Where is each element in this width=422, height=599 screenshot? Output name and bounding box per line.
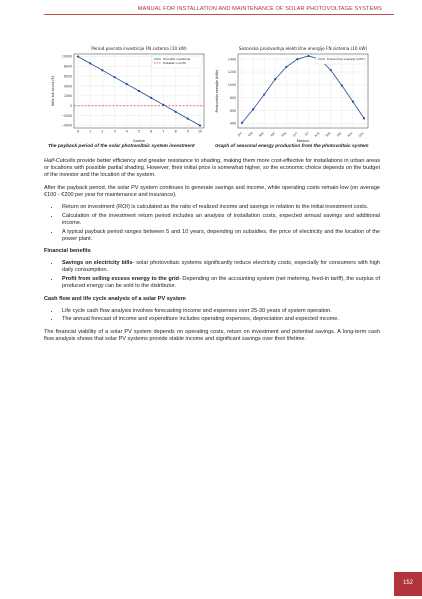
- benefits-list: [44, 260, 380, 290]
- data-point: [126, 83, 128, 85]
- cash-flow-list: [44, 308, 380, 324]
- page-number-badge: [394, 572, 422, 596]
- y-tick-label: 10000: [61, 54, 72, 59]
- y-tick-label: 1200: [227, 70, 236, 75]
- data-point: [363, 117, 365, 119]
- x-tick-label: Dec: [357, 130, 365, 138]
- paragraph-half-cut-text: cells provide better efficiency and greater resistance to shading, making them more cost-effective for installations in urban areas or locations with possible partial shading. However, their initial price is somewhat higher, so the economic choice depends on the budget of the investor and the location of the system.: [44, 158, 380, 179]
- page-number: 152: [402, 580, 413, 586]
- benefit-title: Savings on electricity bills: [62, 260, 133, 267]
- data-point: [89, 62, 91, 64]
- x-tick-label: 5: [137, 129, 141, 134]
- payback-chart: [48, 44, 210, 144]
- x-tick-label: Sep: [324, 130, 332, 138]
- data-point: [352, 101, 354, 103]
- y-tick-label: −4000: [61, 123, 72, 128]
- data-point: [187, 118, 189, 120]
- y-tick-label: 8000: [63, 64, 72, 69]
- x-tick-label: Jun: [292, 130, 299, 138]
- header-rule: [44, 14, 394, 15]
- list-item: • Return on investment (ROI) is calculated as the ratio of realized income and savings in relation to the initial investment costs.: [60, 204, 380, 211]
- list-item: [60, 276, 380, 290]
- x-tick-label: Mar: [258, 130, 265, 138]
- list-item: • The annual forecast of income and expenditure includes operating expenses, depreciation and expected income.: [60, 316, 380, 323]
- x-axis-label: Godine: [132, 139, 146, 143]
- y-axis-label: Neto tok novca (€): [51, 76, 55, 106]
- caption-payback: The payback period of the solar photovoltaic system investment: [48, 144, 195, 149]
- legend-label: Proizvodnja energije (kWh): [327, 57, 365, 61]
- data-point: [263, 93, 265, 95]
- y-tick-label: 1000: [227, 83, 236, 88]
- data-point: [296, 58, 298, 60]
- list-item: • A typical payback period ranges between 5 and 10 years, depending on subsidies, the price of electricity and the location of the power plant.: [60, 229, 380, 243]
- heading-cash-flow: Cash flow and life cycle analysis of a solar PV system: [44, 295, 186, 302]
- main-text: [44, 158, 380, 348]
- x-tick-label: Jan: [236, 130, 243, 137]
- paragraph-after-payback: After the payback period, the solar PV system continues to generate savings and income, while operating costs remain low (on average €100 - €200 per year for maintenance and insurance).: [44, 184, 380, 198]
- page-header: [0, 0, 422, 28]
- y-tick-label: 400: [229, 121, 236, 126]
- list-item: • Calculation of the investment return period includes an analysis of installation costs, expected annual savings and additional income.: [60, 213, 380, 227]
- plot-frame: [238, 54, 368, 128]
- x-tick-label: 3: [113, 129, 116, 134]
- x-tick-label: Aug: [313, 130, 321, 138]
- data-point: [138, 90, 140, 92]
- data-point: [101, 69, 103, 71]
- legend-label: Povratak investicija: [163, 57, 191, 61]
- y-tick-label: 1400: [227, 57, 236, 62]
- y-axis-label: Proizvodnja energije (kWh): [215, 69, 219, 113]
- roi-list: [44, 204, 380, 243]
- list-item: • Life cycle cash flow analysis involves forecasting income and expenses over 25-30 years of system operation.: [60, 308, 380, 315]
- heading-financial-benefits: Financial benefits: [44, 248, 91, 255]
- figures-row: [48, 44, 374, 160]
- paragraph-half-cut: [44, 158, 380, 180]
- x-tick-label: 0: [76, 129, 80, 134]
- benefit-text: - solar photovoltaic systems significantly reduce electricity costs, especially for consumers with high daily consumption.: [62, 260, 381, 274]
- x-tick-label: Maj: [280, 130, 288, 138]
- x-tick-label: 1: [89, 129, 92, 134]
- y-tick-label: 2000: [63, 94, 72, 99]
- x-axis-label: Mjeseci: [296, 139, 310, 143]
- seasonal-chart-figure: [212, 44, 374, 149]
- data-point: [252, 108, 254, 110]
- data-point: [241, 122, 243, 124]
- x-tick-label: Feb: [247, 130, 254, 138]
- chart-title: Period povrata investicije FN sistema (10 kW): [91, 46, 187, 51]
- data-point: [341, 84, 343, 86]
- x-tick-label: Apr: [269, 130, 276, 138]
- x-tick-label: 8: [174, 129, 177, 134]
- x-tick-label: Okt: [335, 130, 343, 138]
- half-cut-term: Half-Cut: [44, 158, 65, 164]
- y-tick-label: 4000: [63, 84, 72, 89]
- paragraph-viability: The financial viability of a solar PV system depends on operating costs, return on investment and potential savings. A long-term cash flow analysis shows that solar PV systems provide stable income and significant savings over their lifetime.: [44, 328, 380, 342]
- chart-title: Sezonska proizvodnja električne energije FN sistema (10 kW): [238, 46, 368, 51]
- data-point: [175, 111, 177, 113]
- data-point: [150, 97, 152, 99]
- legend-label: Prelazak u profit: [163, 61, 186, 65]
- data-point: [114, 76, 116, 78]
- caption-seasonal: Graph of seasonal energy production from the photovoltaic system: [215, 144, 369, 149]
- y-tick-label: 800: [229, 95, 236, 100]
- x-tick-label: Jul: [303, 130, 310, 137]
- data-point: [307, 55, 309, 57]
- data-point: [285, 66, 287, 68]
- y-tick-label: −2000: [61, 113, 72, 118]
- x-tick-label: 7: [162, 129, 165, 134]
- data-point: [199, 124, 201, 126]
- data-point: [330, 69, 332, 71]
- x-tick-label: Nov: [346, 130, 354, 138]
- x-tick-label: 2: [101, 129, 104, 134]
- x-tick-label: 4: [125, 129, 128, 134]
- y-tick-label: 6000: [63, 74, 72, 79]
- x-tick-label: 10: [197, 129, 203, 134]
- list-item: [60, 260, 380, 274]
- data-point: [77, 55, 79, 57]
- benefit-text: - Depending on the accounting system (net metering, feed-in tariff), the surplus of produced energy can be sold to the distributor.: [62, 276, 380, 290]
- payback-chart-figure: [48, 44, 210, 149]
- benefit-title: Profit from selling excess energy to the grid: [62, 276, 179, 283]
- data-point: [274, 78, 276, 80]
- x-tick-label: 9: [186, 129, 189, 134]
- seasonal-chart: [212, 44, 374, 144]
- y-tick-label: 600: [229, 108, 236, 113]
- header-title: MANUAL FOR INSTALLATION AND MAINTENANCE OF SOLAR PHOTOVOLTAGE SYSTEMS: [137, 6, 382, 12]
- x-tick-label: 6: [150, 129, 153, 134]
- y-tick-label: 0: [69, 104, 72, 108]
